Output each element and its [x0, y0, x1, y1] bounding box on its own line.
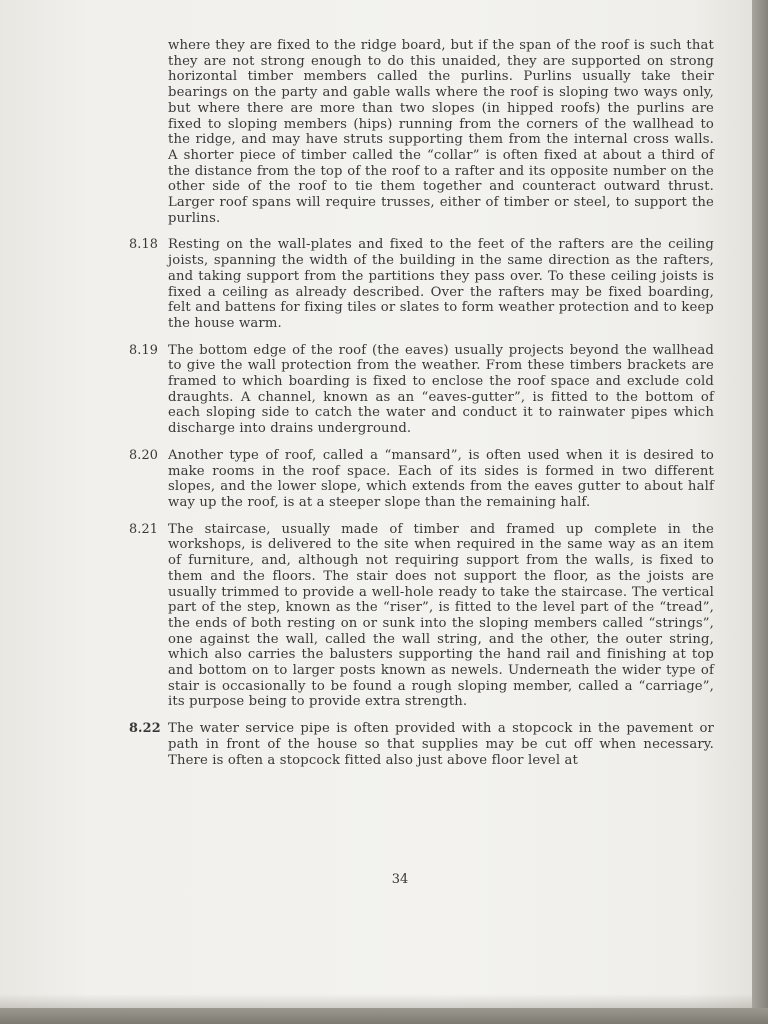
paragraph-text: The water service pipe is often provided with a stopcock in the pavement or path in front of the house so that supplies may be cut off when necessary. There is often a stopcock fitted also just above floor level at	[168, 721, 714, 768]
paragraph-text: where they are fixed to the ridge board, but if the span of the roof is such that they are not strong enough to do this unaided, they are supported on strong horizontal timber members called the purlins. Purlins usually take their bearings on the party and gable walls where the roof is sloping two ways only, but where there are more than two slopes (in hipped roofs) the purlins are fixed to sloping members (hips) running from the corners of the wallhead to the ridge, and may have struts supporting them from the internal cross walls. A shorter piece of timber called the “collar” is often fixed at about a third of the distance from the top of the roof to a rafter and its opposite number on the other side of the roof to tie them together and counteract outward thrust. Larger roof spans will require trusses, either of timber or steel, to support the purlins.	[168, 38, 714, 226]
paragraph-text: Resting on the wall-plates and fixed to the feet of the rafters are the ceiling joists, spanning the width of the building in the same direction as the rafters, and taking support from the partitions they pass over. To these ceiling joists is fixed a ceiling as already described. Over the rafters may be fixed boarding, felt and battens for fixing tiles or slates to form weather protection and to keep the house warm.	[168, 237, 714, 331]
paragraph-number: 8.19	[129, 342, 159, 358]
paragraph-8-18	[120, 237, 714, 331]
paragraph-8-20	[120, 448, 714, 511]
paragraph-number: 8.21	[129, 521, 159, 537]
paragraph-8-22	[120, 721, 714, 768]
paragraph-text: The bottom edge of the roof (the eaves) usually projects beyond the wallhead to give the wall protection from the weather. From these timbers brackets are framed to which boarding is fixed to enclose the roof space and exclude cold draughts. A channel, known as an “eaves-gutter”, is fitted to the bottom of each sloping side to catch the water and conduct it to rainwater pipes which discharge into drains underground.	[168, 342, 714, 437]
paragraph-8-19	[120, 343, 714, 437]
page-number: 34	[391, 872, 409, 887]
paragraph-number: 8.22	[129, 721, 161, 737]
paragraph-text: The staircase, usually made of timber and framed up complete in the workshops, is delivered to the site when required in the same way as an item of furniture, and, although not requiring support from the walls, is fixed to them and the floors. The stair does not support the floor, as the joists are usually trimmed to provide a well-hole ready to take the staircase. The vertical part of the step, known as the “riser”, is fitted to the level part of the “tread”, the ends of both resting on or sunk into the sloping members called “strings”, one against the wall, called the wall string, and the other, the outer string, which also carries the balusters supporting the hand rail and finishing at top and bottom on to larger posts known as newels. Underneath the wider type of stair is occasionally to be found a rough sloping member, called a “carriage”, its purpose being to provide extra strength.	[168, 521, 714, 710]
body-text	[120, 38, 714, 768]
background-edge-bottom	[0, 1008, 768, 1024]
paragraph-number: 8.18	[129, 237, 159, 253]
background-edge-right	[752, 0, 768, 1024]
paragraph-number: 8.20	[129, 447, 159, 463]
paragraph-continuation	[120, 38, 714, 226]
paragraph-8-21	[120, 522, 714, 710]
paragraph-text: Another type of roof, called a “mansard”, is often used when it is desired to make rooms in the roof space. Each of its sides is formed in two different slopes, and the lower slope, which extends from the eaves gutter to about half way up the roof, is at a steeper slope than the remaining half.	[168, 447, 714, 510]
